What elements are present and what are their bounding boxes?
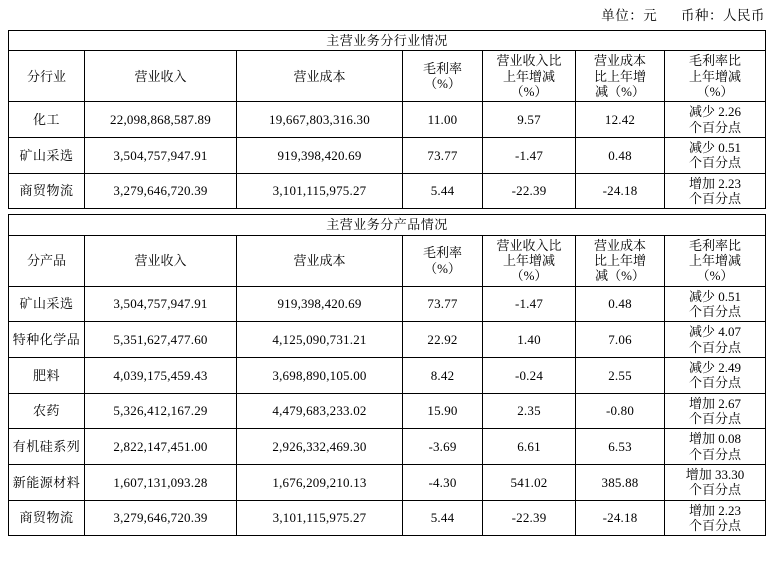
col-header-revenue: 营业收入 <box>85 235 237 286</box>
cell-cost-change: 385.88 <box>576 464 665 500</box>
cell-revenue-change: -1.47 <box>483 286 576 322</box>
cell-cost: 19,667,803,316.30 <box>237 102 403 138</box>
cell-cost-change: 2.55 <box>576 357 665 393</box>
table-title-row <box>9 215 766 235</box>
cell-revenue: 22,098,868,587.89 <box>85 102 237 138</box>
cell-cost: 919,398,420.69 <box>237 137 403 173</box>
currency-label: 币种：人民币 <box>681 8 765 23</box>
cell-margin-change: 减少 2.49 个百分点 <box>665 357 766 393</box>
cell-revenue-change: 2.35 <box>483 393 576 429</box>
table-row <box>9 102 766 138</box>
cell-cost-change: 0.48 <box>576 286 665 322</box>
cell-margin-change: 增加 2.23 个百分点 <box>665 173 766 209</box>
col-header-revenue-change: 营业收入比 上年增减 （%） <box>483 51 576 102</box>
cell-category: 矿山采选 <box>9 137 85 173</box>
table-row <box>9 286 766 322</box>
col-header-margin: 毛利率 （%） <box>403 51 483 102</box>
cell-margin: 8.42 <box>403 357 483 393</box>
cell-cost: 4,125,090,731.21 <box>237 322 403 358</box>
cell-category: 商贸物流 <box>9 173 85 209</box>
col-header-cost: 营业成本 <box>237 51 403 102</box>
table-header-row <box>9 51 766 102</box>
table-title: 主营业务分产品情况 <box>9 215 766 235</box>
col-header-margin: 毛利率 （%） <box>403 235 483 286</box>
cell-margin-change: 增加 0.08 个百分点 <box>665 429 766 465</box>
cell-margin: 5.44 <box>403 500 483 536</box>
cell-revenue: 1,607,131,093.28 <box>85 464 237 500</box>
cell-cost-change: -24.18 <box>576 500 665 536</box>
table-row <box>9 464 766 500</box>
col-header-margin-change: 毛利率比 上年增减 （%） <box>665 235 766 286</box>
cell-margin-change: 减少 2.26 个百分点 <box>665 102 766 138</box>
cell-margin: 15.90 <box>403 393 483 429</box>
table-row <box>9 173 766 209</box>
cell-category: 矿山采选 <box>9 286 85 322</box>
cell-revenue-change: 1.40 <box>483 322 576 358</box>
cell-margin: 73.77 <box>403 137 483 173</box>
cell-category: 商贸物流 <box>9 500 85 536</box>
col-header-margin-change: 毛利率比 上年增减 （%） <box>665 51 766 102</box>
cell-cost-change: 12.42 <box>576 102 665 138</box>
cell-margin-change: 减少 4.07 个百分点 <box>665 322 766 358</box>
col-header-category: 分行业 <box>9 51 85 102</box>
cell-revenue-change: -22.39 <box>483 173 576 209</box>
cell-margin: 5.44 <box>403 173 483 209</box>
col-header-category: 分产品 <box>9 235 85 286</box>
cell-revenue-change: -1.47 <box>483 137 576 173</box>
table-header-row <box>9 235 766 286</box>
cell-cost: 3,101,115,975.27 <box>237 500 403 536</box>
cell-category: 新能源材料 <box>9 464 85 500</box>
cell-revenue-change: -22.39 <box>483 500 576 536</box>
cell-margin-change: 增加 2.67 个百分点 <box>665 393 766 429</box>
cell-cost: 2,926,332,469.30 <box>237 429 403 465</box>
cell-cost: 919,398,420.69 <box>237 286 403 322</box>
cell-cost: 3,101,115,975.27 <box>237 173 403 209</box>
cell-revenue-change: -0.24 <box>483 357 576 393</box>
cell-revenue: 4,039,175,459.43 <box>85 357 237 393</box>
table-row <box>9 393 766 429</box>
cell-revenue-change: 9.57 <box>483 102 576 138</box>
cell-revenue: 3,504,757,947.91 <box>85 137 237 173</box>
cell-margin: 73.77 <box>403 286 483 322</box>
unit-label: 单位：元 <box>601 8 658 23</box>
cell-cost-change: 0.48 <box>576 137 665 173</box>
cell-cost: 1,676,209,210.13 <box>237 464 403 500</box>
cell-cost-change: 6.53 <box>576 429 665 465</box>
cell-margin-change: 增加 2.23 个百分点 <box>665 500 766 536</box>
unit-currency-line <box>0 0 773 30</box>
cell-cost: 4,479,683,233.02 <box>237 393 403 429</box>
cell-revenue: 5,351,627,477.60 <box>85 322 237 358</box>
cell-revenue-change: 541.02 <box>483 464 576 500</box>
table-row <box>9 322 766 358</box>
cell-revenue-change: 6.61 <box>483 429 576 465</box>
col-header-cost-change: 营业成本 比上年增 减（%） <box>576 235 665 286</box>
table-row <box>9 137 766 173</box>
cell-margin: 11.00 <box>403 102 483 138</box>
cell-revenue: 3,279,646,720.39 <box>85 173 237 209</box>
cell-margin-change: 减少 0.51 个百分点 <box>665 137 766 173</box>
cell-category: 有机硅系列 <box>9 429 85 465</box>
col-header-cost: 营业成本 <box>237 235 403 286</box>
table-row <box>9 357 766 393</box>
cell-cost: 3,698,890,105.00 <box>237 357 403 393</box>
cell-category: 化工 <box>9 102 85 138</box>
col-header-revenue-change: 营业收入比 上年增减 （%） <box>483 235 576 286</box>
industry-breakdown-table <box>8 30 766 209</box>
cell-category: 农药 <box>9 393 85 429</box>
cell-category: 肥料 <box>9 357 85 393</box>
cell-revenue: 5,326,412,167.29 <box>85 393 237 429</box>
table-title-row <box>9 31 766 51</box>
cell-category: 特种化学品 <box>9 322 85 358</box>
cell-revenue: 3,279,646,720.39 <box>85 500 237 536</box>
cell-cost-change: 7.06 <box>576 322 665 358</box>
col-header-revenue: 营业收入 <box>85 51 237 102</box>
col-header-cost-change: 营业成本 比上年增 减（%） <box>576 51 665 102</box>
cell-margin: 22.92 <box>403 322 483 358</box>
cell-revenue: 2,822,147,451.00 <box>85 429 237 465</box>
cell-cost-change: -0.80 <box>576 393 665 429</box>
cell-margin-change: 增加 33.30 个百分点 <box>665 464 766 500</box>
cell-revenue: 3,504,757,947.91 <box>85 286 237 322</box>
product-breakdown-table <box>8 214 766 536</box>
cell-cost-change: -24.18 <box>576 173 665 209</box>
cell-margin: -3.69 <box>403 429 483 465</box>
table-title: 主营业务分行业情况 <box>9 31 766 51</box>
cell-margin: -4.30 <box>403 464 483 500</box>
table-row <box>9 500 766 536</box>
table-row <box>9 429 766 465</box>
cell-margin-change: 减少 0.51 个百分点 <box>665 286 766 322</box>
